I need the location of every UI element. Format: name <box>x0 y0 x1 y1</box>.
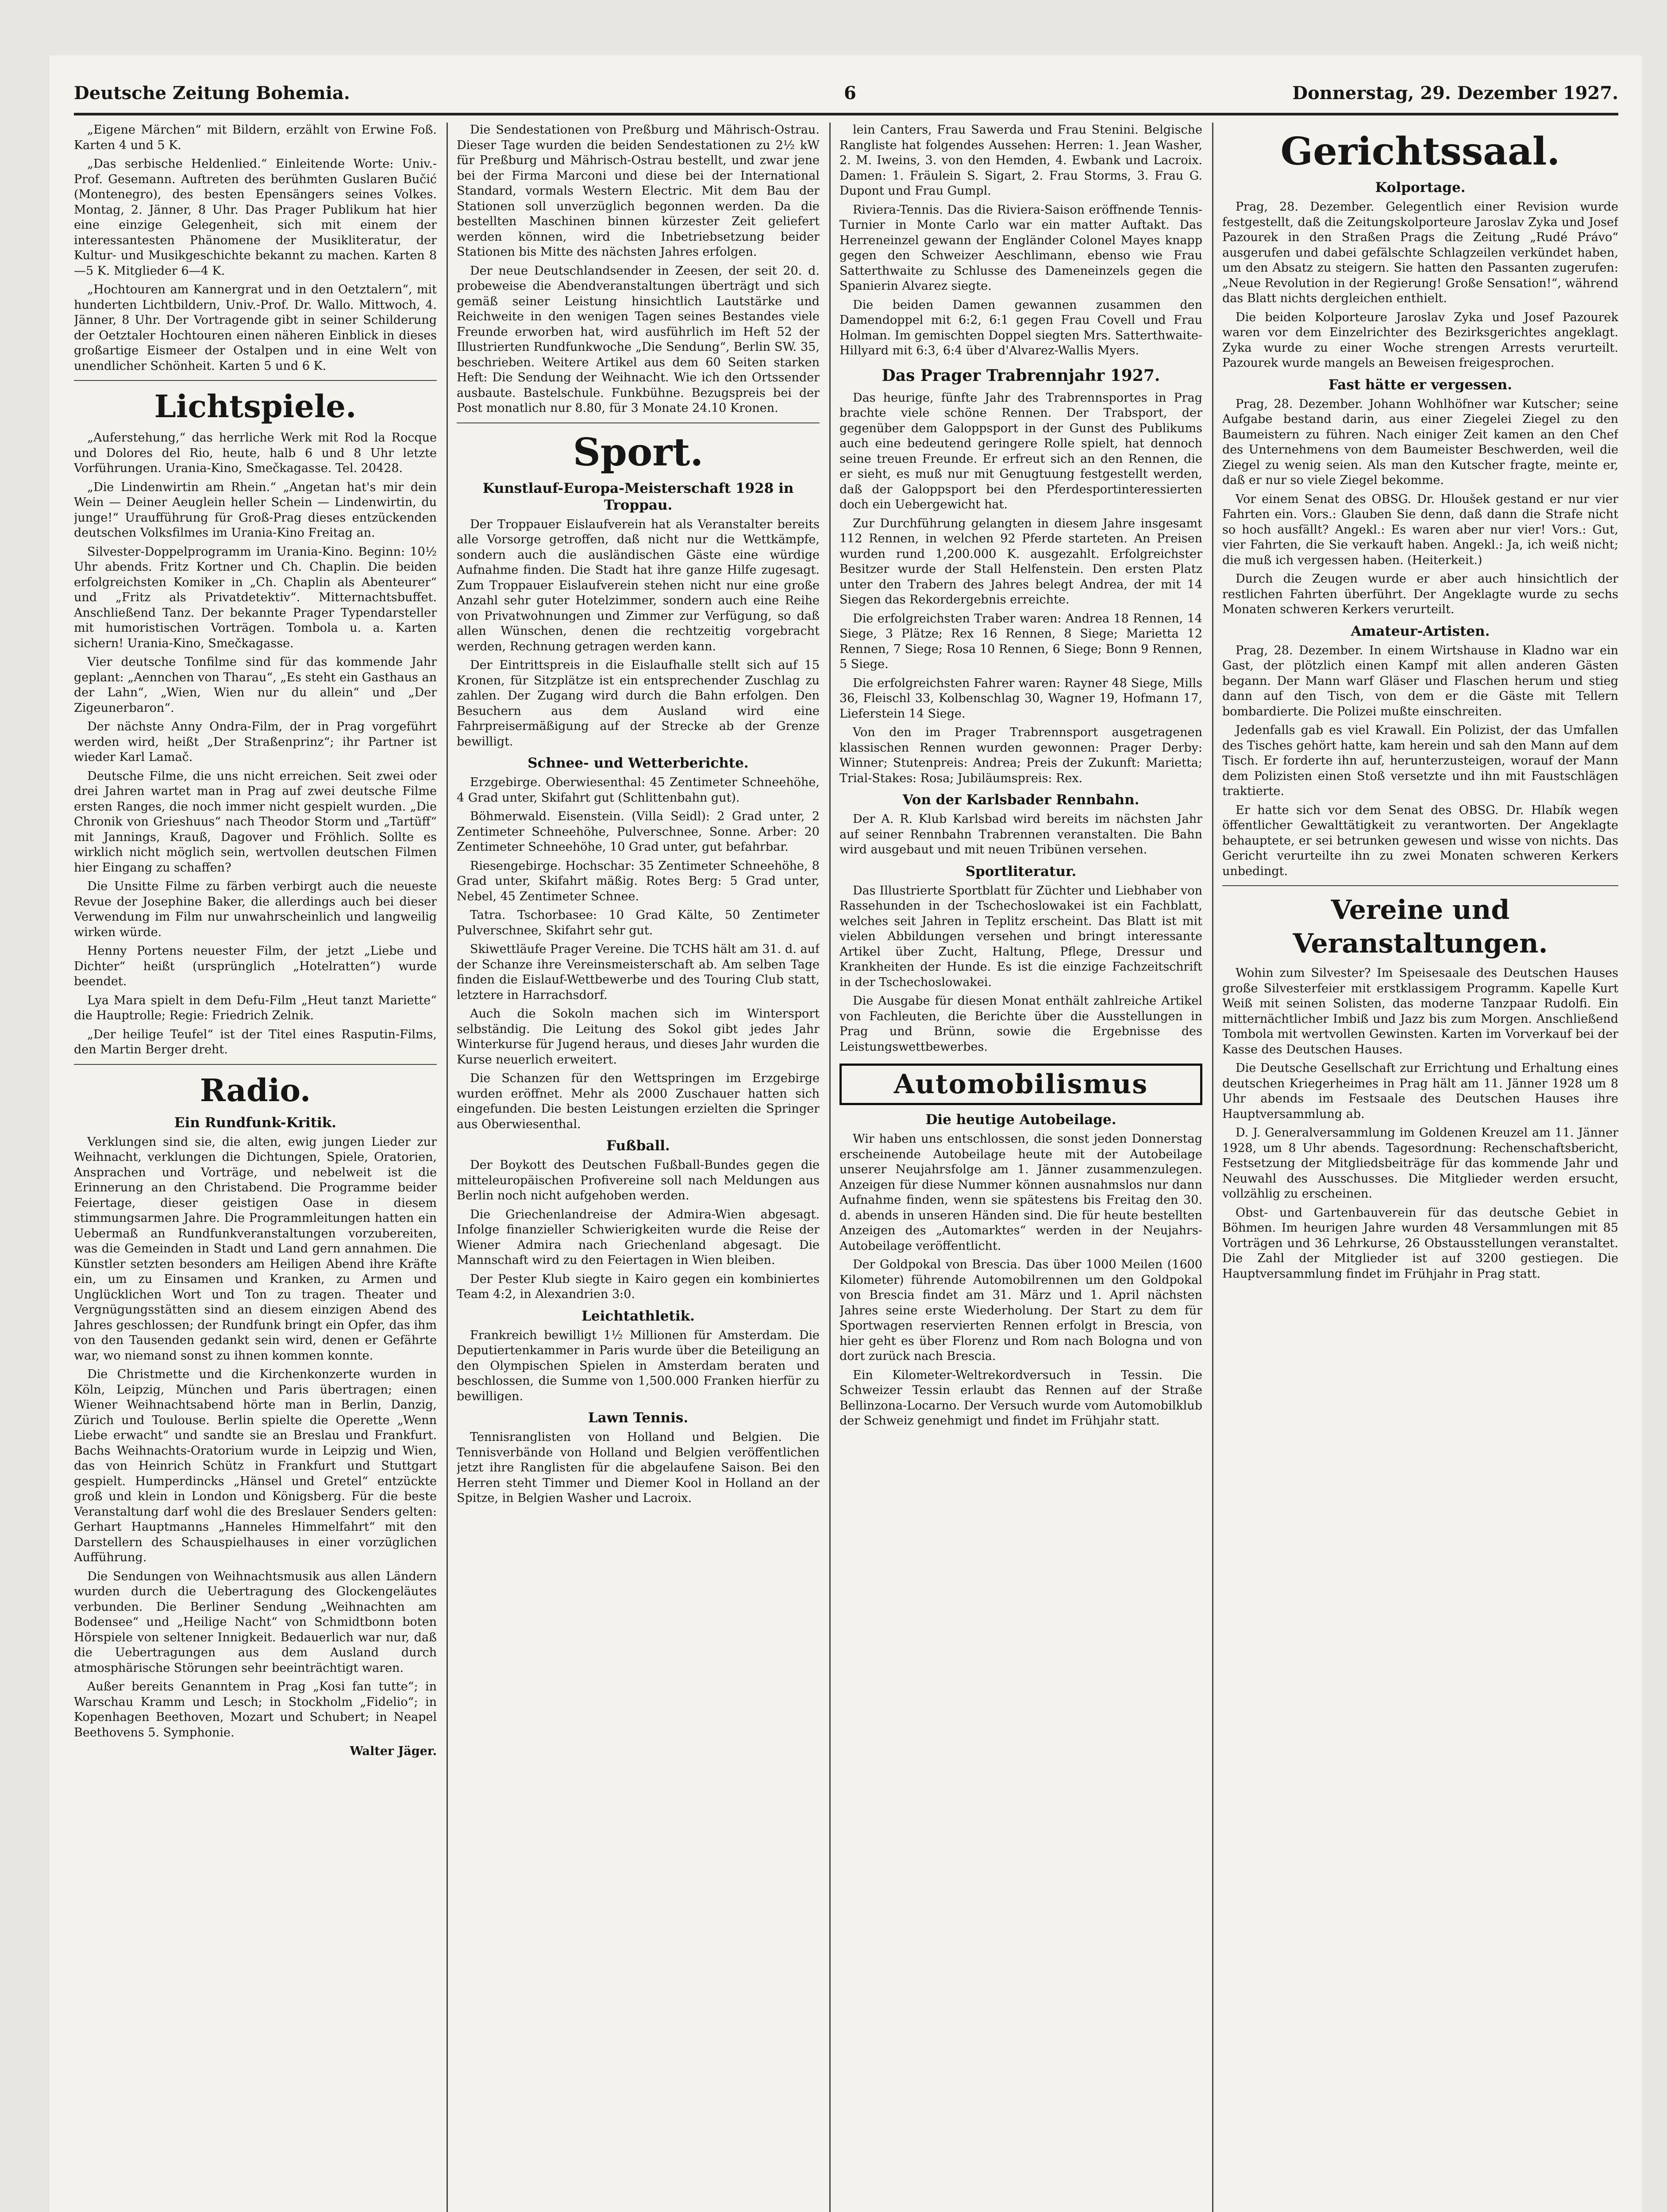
subheading: Leichtathletik. <box>581 1308 695 1324</box>
article-paragraph: Die beiden Damen gewannen zusammen den Damendoppel mit 6:2, 6:1 gegen Frau Covell und Frau Holman. Im gemischten Doppel siegten Mrs. Satterthwaite-Hillyard mit 6:3, 6:4 über d'Alvarez-Wallis Myers. <box>839 298 1202 357</box>
article-paragraph: „Die Lindenwirtin am Rhein.“ „Angetan hat's mir dein Wein — Deiner Aeuglein heller Schein — Lindenwirtin, du junge!“ Uraufführung für Groß-Prag dieses entzückenden deutschen Volksfilmes im Urania-Kino Freitag an. <box>74 480 437 540</box>
issue-date: Donnerstag, 29. Dezember 1927. <box>1292 83 1618 104</box>
article-paragraph: Der Eintrittspreis in die Eislaufhalle stellt sich auf 15 Kronen, für Sitzplätze ist ein entsprechender Zuschlag zu zahlen. Der Zugang wird durch die Bahn erfolgen. Den Besuchern aus dem Ausland wird eine Fahrpreisermäßigung auf der Strecke ab der Grenze bewilligt. <box>457 658 820 749</box>
section-divider <box>74 380 437 381</box>
article-paragraph: „Das serbische Heldenlied.“ Einleitende Worte: Univ.-Prof. Gesemann. Auftreten des berühmten Guslaren Bučić (Montenegro), des besten Epensängers seines Volkes. Montag, 2. Jänner, 8 Uhr. Das Prager Publikum hat hier eine einzige Gelegenheit, sich mit einem der interessantesten Phänomene der Musikliteratur, der Kultur- und Musikgeschichte bekannt zu machen. Karten 8—5 K. Mitglieder 6—4 K. <box>74 157 437 278</box>
subheading: Fußball. <box>606 1138 670 1154</box>
article-paragraph: Die Sendungen von Weihnachtsmusik aus allen Ländern wurden durch die Uebertragung des Glockengeläutes verbunden. Die Berliner Sendung „Weihnachten am Bodensee“ und „Heilige Nacht“ von Schmidtbonn boten Hörspiele von seltener Innigkeit. Bedauerlich war nur, daß die Uebertragungen aus dem Ausland durch atmosphärische Störungen sehr beeinträchtigt waren. <box>74 1569 437 1675</box>
article-paragraph: Wohin zum Silvester? Im Speisesaale des Deutschen Hauses große Silvesterfeier mit erstklassigem Programm. Kapelle Kurt Weiß mit seinen Solisten, das moderne Tanzpaar Rudolfi. Ein mitternächtlicher Imbiß und Jazz bis zum Morgen. Anschließend Tombola mit wertvollen Gewinsten. Karten im Vorverkauf bei der Kasse des Deutschen Hauses. <box>1222 966 1618 1056</box>
article-paragraph: „Auferstehung,“ das herrliche Werk mit Rod la Rocque und Dolores del Rio, heute, halb 6 und 8 Uhr letzte Vorführungen. Urania-Kino, Smečkagasse. Tel. 20428. <box>74 431 437 475</box>
column-4 <box>1222 123 1618 2212</box>
article-paragraph: Auch die Sokoln machen sich im Wintersport selbständig. Die Leitung des Sokol gibt jedes Jahr Winterkurse für Jugend heraus, und dieses Jahr wurden die Kurse neuerlich erweitert. <box>457 1007 820 1067</box>
article-paragraph: Böhmerwald. Eisenstein. (Villa Seidl): 2 Grad unter, 2 Zentimeter Schneehöhe, Pulverschnee, Sonne. Arber: 20 Zentimeter Schneehöhe, 10 Grad unter, gut befahrbar. <box>457 810 820 854</box>
subheading: Die heutige Autobeilage. <box>925 1112 1116 1128</box>
article-paragraph: Der nächste Anny Ondra-Film, der in Prag vorgeführt werden wird, heißt „Der Straßenprinz“; ihr Partner ist wieder Karl Lamač. <box>74 720 437 764</box>
column-3 <box>839 123 1202 2212</box>
article-paragraph: Der A. R. Klub Karlsbad wird bereits im nächsten Jahr auf seiner Rennbahn Trabrennen veranstalten. Die Bahn wird ausgebaut und mit neuen Tribünen versehen. <box>839 812 1202 856</box>
article-paragraph: Ein Kilometer-Weltrekordversuch in Tessin. Die Schweizer Tessin erlaubt das Rennen auf der Straße Bellinzona-Locarno. Der Versuch wurde vom Automobilklub der Schweiz genehmigt und findet im Frühjahr statt. <box>839 1368 1202 1428</box>
article-paragraph: Frankreich bewilligt 1½ Millionen für Amsterdam. Die Deputiertenkammer in Paris wurde über die Beteiligung an den Olympischen Spielen in Amsterdam beraten und beschlossen, die Summe von 1,500.000 Franken hierfür zu bewilligen. <box>457 1328 820 1403</box>
article-paragraph: Die Griechenlandreise der Admira-Wien abgesagt. Infolge finanzieller Schwierigkeiten wurde die Reise der Wiener Admira nach Griechenland abgesagt. Die Mannschaft wird zu den Feiertagen in Wien bleiben. <box>457 1207 820 1267</box>
subheading: Ein Rundfunk-Kritik. <box>174 1114 337 1131</box>
section-heading-gerichtssaal: Gerichtssaal. <box>1280 129 1560 174</box>
section-divider <box>1222 885 1618 886</box>
article-paragraph: Prag, 28. Dezember. Gelegentlich einer Revision wurde festgestellt, daß die Zeitungskolporteure Jaroslav Zyka und Josef Pazourek in den Straßen Prags die Zeitung „Rudé Právo“ ausgerufen und dabei gefälschte Schlagzeilen verkündet haben, um den Absatz zu steigern. Sie hatten den Passanten zugerufen: „Neue Revolution in der Regierung! Große Sensation!“, während das Blatt nichts dergleichen enthielt. <box>1222 200 1618 305</box>
article-paragraph: Skiwettläufe Prager Vereine. Die TCHS hält am 31. d. auf der Schanze ihre Vereinsmeisterschaft ab. Am selben Tage finden die Eislauf-Wettbewerbe und des Touring Club statt, letztere in Harrachsdorf. <box>457 942 820 1002</box>
column-1 <box>74 123 437 2212</box>
column-divider <box>447 123 448 2212</box>
article-paragraph: Der neue Deutschlandsender in Zeesen, der seit 20. d. probeweise die Abendveranstaltungen überträgt und sich gemäß seiner Leistung hinsichtlich Lautstärke und Reichweite in den wenigen Tagen seines Bestandes viele Freunde erworben hat, wird ausführlich im Heft 52 der Illustrierten Rundfunkwoche „Die Sendung“, Berlin SW. 35, beschrieben. Weitere Artikel aus dem 60 Seiten starken Heft: Die Sendung der Weihnacht. Wie ich den Ortssender ausbaute. Bastelschule. Funkbühne. Bezugspreis bei der Post monatlich nur 8.80, für 3 Monate 24.10 Kronen. <box>457 264 820 415</box>
article-paragraph: Wir haben uns entschlossen, die sonst jeden Donnerstag erscheinende Autobeilage heute mit der Autobeilage unserer Neujahrsfolge am 1. Jänner zusammenzulegen. Anzeigen für diese Nummer können ausnahmslos nur dann Aufnahme finden, wenn sie spätestens bis Freitag den 30. d. abends in unseren Händen sind. Die für heute bestellten Anzeigen des „Automarktes“ werden in der Neujahrs-Autobeilage veröffentlicht. <box>839 1132 1202 1253</box>
article-paragraph: Die Ausgabe für diesen Monat enthält zahlreiche Artikel von Fachleuten, die Berichte über die Ausstellungen in Prag und Brünn, sowie die Ergebnisse des Leistungswettbewerbes. <box>839 994 1202 1054</box>
section-divider <box>457 422 820 423</box>
article-paragraph: Vor einem Senat des OBSG. Dr. Hloušek gestand er nur vier Fahrten ein. Vors.: Glauben Sie denn, daß dann die Strafe nicht so hoch ausfällt? Angekl.: Es waren aber nur vier! Vors.: Gut, vier Fahrten, die Sie verkauft haben. Angekl.: Ja, ich weiß nicht; die muß ich vergessen haben. (Heiterkeit.) <box>1222 492 1618 567</box>
subheading: Amateur-Artisten. <box>1351 623 1490 639</box>
article-paragraph: Silvester-Doppelprogramm im Urania-Kino. Beginn: 10½ Uhr abends. Fritz Kortner und Ch. Chaplin. Die beiden erfolgreichsten Komiker in „Ch. Chaplin als Abenteurer“ und „Fritz als Privatdetektiv“. Mitternachtsbuffet. Anschließend Tanz. Der bekannte Prager Typendarsteller mit humoristischen Vorträgen. Tombola u. a. Karten sichern! Urania-Kino, Smečkagasse. <box>74 545 437 650</box>
article-paragraph: Der Goldpokal von Brescia. Das über 1000 Meilen (1600 Kilometer) führende Automobilrennen um den Goldpokal von Brescia findet am 31. März und 1. April nächsten Jahres seine erste Wiederholung. Der Start zu dem für Sportwagen reservierten Rennen erfolgt in Brescia, von hier geht es über Florenz und Rom nach Bologna und von dort zurück nach Brescia. <box>839 1258 1202 1363</box>
article-paragraph: Prag, 28. Dezember. In einem Wirtshause in Kladno war ein Gast, der plötzlich einen Kampf mit allen anderen Gästen begann. Der Mann warf Gläser und Flaschen herum und stieg dann auf den Tisch, von dem er die Gäste mit Tellern bombardierte. Die Polizei mußte einschreiten. <box>1222 643 1618 718</box>
subheading: Kunstlauf-Europa-Meisterschaft 1928 in Troppau. <box>482 480 794 513</box>
article-paragraph: Die erfolgreichsten Fahrer waren: Rayner 48 Siege, Mills 36, Fleischl 33, Kolbenschlag 30, Wagner 19, Hofmann 17, Lieferstein 14 Siege. <box>839 676 1202 721</box>
article-paragraph: Das Illustrierte Sportblatt für Züchter und Liebhaber von Rassehunden in der Tschechoslowakei ist ein Fachblatt, welches seit Jahren in Teplitz erscheint. Das Blatt ist mit vielen Abbildungen versehen und bringt interessante Artikel über Zucht, Haltung, Pflege, Dressur und Krankheiten der Hunde. Es ist die einzige Fachzeitschrift in der Tschechoslowakei. <box>839 883 1202 989</box>
article-paragraph: Das heurige, fünfte Jahr des Trabrennsportes in Prag brachte viele schöne Rennen. Der Trabsport, der gegenüber dem Galoppsport in der Gunst des Publikums auch eine bedeutend geringere Rolle spielt, hat dennoch seine treuen Freunde. Er erfreut sich an den Rennen, die er sieht, es muß nur mit Genugtuung festgestellt werden, daß der Galoppsport bei den Pferdesportinteressierten doch ein Uebergewicht hat. <box>839 391 1202 511</box>
subheading: Sportliteratur. <box>965 863 1077 879</box>
article-paragraph: Die erfolgreichsten Traber waren: Andrea 18 Rennen, 14 Siege, 3 Plätze; Rex 16 Rennen, 8 Siege; Marietta 12 Rennen, 7 Siege; Rosa 10 Rennen, 6 Siege; Bonn 9 Rennen, 5 Siege. <box>839 611 1202 671</box>
article-paragraph: Tennisranglisten von Holland und Belgien. Die Tennisverbände von Holland und Belgien veröffentlichen jetzt ihre Ranglisten für die abgelaufene Saison. Bei den Herren steht Timmer und Diemer Kool in Holland an der Spitze, in Belgien Washer und Lacroix. <box>457 1430 820 1505</box>
section-heading-sport: Sport. <box>573 430 704 475</box>
article-paragraph: Obst- und Gartenbauverein für das deutsche Gebiet in Böhmen. Im heurigen Jahre wurden 48 Versammlungen mit 85 Vorträgen und 36 Lehrkurse, 26 Obstausstellungen veranstaltet. Die Zahl der Mitglieder ist auf 3200 gestiegen. Die Hauptversammlung findet im Frühjahr in Prag statt. <box>1222 1206 1618 1281</box>
article-paragraph: Riviera-Tennis. Das die Riviera-Saison eröffnende Tennis-Turnier in Monte Carlo war ein matter Auftakt. Das Herreneinzel gewann der Engländer Colonel Mayes knapp gegen den Schweizer Aeschlimann, ebenso wie Frau Satterthwaite zu Schlusse des Dameneinzels gegen die Spanierin Alvarez siegte. <box>839 203 1202 293</box>
article-paragraph: Er hatte sich vor dem Senat des OBSG. Dr. Hlabík wegen öffentlicher Gewalttätigkeit zu verantworten. Der Angeklagte behauptete, er sei betrunken gewesen und wisse von nichts. Das Gericht verurteilte ihn zu zwei Monaten schweren Kerkers unbedingt. <box>1222 803 1618 878</box>
article-paragraph: Verklungen sind sie, die alten, ewig jungen Lieder zur Weihnacht, verklungen die Dichtungen, Spiele, Oratorien, Ansprachen und Vorträge, und nebelweit ist die Erinnerung an den Christabend. Die Programme beider Feiertage, dieser geistigen Oase in diesem stimmungsarmen Jahre. Die Programmleitungen hatten ein Uebermaß an Rundfunkveranstaltungen vorzubereiten, was die Gemeinden in Stadt und Land gern annahmen. Die Künstler setzten besonders am Heiligen Abend ihre Kräfte ein, um zu Einsamen und Kranken, zu Armen und Unglücklichen Wort und Ton zu tragen. Theater und Vergnügungsstätten sind an diesem einzigen Abend des Jahres geschlossen; der Rundfunk bringt ein Opfer, das ihm von den Tausenden gedankt sein wird, denen er Gefährte war, wo niemand sonst zu ihnen kommen konnte. <box>74 1135 437 1363</box>
article-paragraph: Der Boykott des Deutschen Fußball-Bundes gegen die mitteleuropäischen Profivereine soll nach Meldungen aus Berlin noch nicht aufgehoben werden. <box>457 1158 820 1202</box>
article-paragraph: Die Schanzen für den Wettspringen im Erzgebirge wurden eröffnet. Mehr als 2000 Zuschauer hatten sich eingefunden. Die besten Leistungen erzielten die Springer aus Oberwiesenthal. <box>457 1071 820 1131</box>
header-rule <box>74 113 1618 115</box>
article-paragraph: Außer bereits Genanntem in Prag „Kosi fan tutte“; in Warschau Kramm und Lesch; in Stockholm „Fidelio“; in Kopenhagen Beethoven, Mozart und Schubert; in Neapel Beethovens 5. Symphonie. <box>74 1680 437 1740</box>
article-paragraph: Deutsche Filme, die uns nicht erreichen. Seit zwei oder drei Jahren wartet man in Prag auf zwei deutsche Filme ersten Ranges, die noch immer nicht gespielt wurden. „Die Chronik von Grieshuus“ nach Theodor Storm und „Tartüff“ mit Jannings, Krauß, Dagover und Fröhlich. Sollte es wirklich nicht möglich sein, wertvollen deutschen Filmen hier Eingang zu schaffen? <box>74 769 437 875</box>
article-paragraph: Henny Portens neuester Film, der jetzt „Liebe und Dichter“ heißt (ursprünglich „Hotelratten“) wurde beendet. <box>74 944 437 988</box>
article-paragraph: Die Christmette und die Kirchenkonzerte wurden in Köln, Leipzig, München und Paris übertragen; einen Wiener Weihnachtsabend hörte man in Berlin, Danzig, Zürich und Toulouse. Berlin spielte die Operette „Wenn Liebe erwacht“ und sandte sie an Breslau und Frankfurt. Bachs Weihnachts-Oratorium wurde in Leipzig und Wien, das von Heinrich Schütz in Frankfurt und Stuttgart gespielt. Humperdincks „Hänsel und Gretel“ entzückte groß und klein in London und Königsberg. Für die beste Veranstaltung darf wohl die des Breslauer Senders gelten: Gerhart Hauptmanns „Hanneles Himmelfahrt“ mit den Darstellern des Schauspielhauses in einer vorzüglichen Aufführung. <box>74 1367 437 1564</box>
article-paragraph: Von den im Prager Trabrennsport ausgetragenen klassischen Rennen wurden gewonnen: Prager Derby: Winner; Stutenpreis: Andrea; Preis der Zukunft: Marietta; Trial-Stakes: Rosa; Jubiläumspreis: Rex. <box>839 726 1202 785</box>
section-divider <box>74 1064 437 1065</box>
article-paragraph: Lya Mara spielt in dem Defu-Film „Heut tanzt Mariette“ die Hauptrolle; Regie: Friedrich Zelnik. <box>74 993 437 1022</box>
subheading: Kolportage. <box>1375 180 1466 196</box>
subheading: Lawn Tennis. <box>588 1410 689 1426</box>
article-paragraph: „Der heilige Teufel“ ist der Titel eines Rasputin-Films, den Martin Berger dreht. <box>74 1027 437 1056</box>
subheading: Von der Karlsbader Rennbahn. <box>902 792 1140 808</box>
section-heading-vereine: Vereine und Veranstaltungen. <box>1293 895 1548 959</box>
page-number: 6 <box>844 83 856 104</box>
section-heading-radio: Radio. <box>200 1071 311 1109</box>
author-signature: Walter Jäger. <box>350 1744 437 1758</box>
newspaper-name: Deutsche Zeitung Bohemia. <box>74 83 350 104</box>
column-divider <box>1212 123 1213 2212</box>
column-divider <box>829 123 831 2212</box>
subheading: Schnee- und Wetterberichte. <box>527 755 749 771</box>
page-header <box>74 83 1618 114</box>
article-paragraph: Die Deutsche Gesellschaft zur Errichtung und Erhaltung eines deutschen Kriegerheimes in Prag hält am 11. Jänner 1928 um 8 Uhr abends im Festsaale des Deutschen Hauses ihre Hauptversammlung ab. <box>1222 1061 1618 1121</box>
article-paragraph: Prag, 28. Dezember. Johann Wohlhöfner war Kutscher; seine Aufgabe bestand darin, aus einer Ziegelei Ziegel zu den Baumeistern zu führen. Nach einiger Zeit kamen an den Chef des Unternehmens von dem Baumeister Beschwerden, weil die Ziegel zu wenig seien. Als man den Kutscher fragte, meinte er, daß er nur so viele Ziegel bekomme. <box>1222 397 1618 487</box>
article-paragraph: Tatra. Tschorbasee: 10 Grad Kälte, 50 Zentimeter Pulverschnee, Skifahrt sehr gut. <box>457 908 820 937</box>
article-paragraph: lein Canters, Frau Sawerda und Frau Stenini. Belgische Rangliste hat folgendes Aussehen: Herren: 1. Jean Washer, 2. M. Iweins, 3. von den Hemden, 4. Ewbank und Lacroix. Damen: 1. Fräulein S. Sigart, 2. Frau Storms, 3. Frau G. Dupont und Frau Gumpl. <box>839 123 1202 198</box>
column-2 <box>457 123 820 2212</box>
newspaper-page <box>50 55 1642 2212</box>
article-paragraph: Vier deutsche Tonfilme sind für das kommende Jahr geplant: „Aennchen von Tharau“, „Es steht ein Gasthaus an der Lahn“, „Wien, Wien nur du allein“ und „Der Zigeunerbaron“. <box>74 655 437 715</box>
article-paragraph: Zur Durchführung gelangten in diesem Jahre insgesamt 112 Rennen, in welchen 92 Pferde starteten. An Preisen wurden rund 1,200.000 K. ausgezahlt. Erfolgreichster Besitzer wurde der Stall Helfenstein. Den ersten Platz unter den Trabern des Jahres belegt Andrea, der mit 14 Siegen das Rekordergebnis erreichte. <box>839 516 1202 607</box>
article-paragraph: Die Sendestationen von Preßburg und Mährisch-Ostrau. Dieser Tage wurden die beiden Sendestationen zu 2½ kW für Preßburg und Mährisch-Ostrau bestellt, und zwar jene bei der Firma Marconi und diese bei der International Standard, vormals Western Electric. Mit dem Bau der Stationen soll unverzüglich begonnen werden. Da die bestellten Maschinen binnen kürzester Zeit geliefert werden können, wird die Inbetriebsetzung beider Stationen bis Mitte des nächsten Jahres erfolgen. <box>457 123 820 259</box>
article-heading: Das Prager Trabrennjahr 1927. <box>882 366 1160 385</box>
article-paragraph: Erzgebirge. Oberwiesenthal: 45 Zentimeter Schneehöhe, 4 Grad unter, Skifahrt gut (Schlittenbahn gut). <box>457 776 820 805</box>
subheading: Fast hätte er vergessen. <box>1328 376 1513 393</box>
article-paragraph: Der Pester Klub siegte in Kairo gegen ein kombiniertes Team 4:2, in Alexandrien 3:0. <box>457 1272 820 1301</box>
article-paragraph: „Eigene Märchen“ mit Bildern, erzählt von Erwine Foß. Karten 4 und 5 K. <box>74 123 437 152</box>
article-paragraph: Die beiden Kolporteure Jaroslav Zyka und Josef Pazourek waren vor dem Einzelrichter des Bezirksgerichtes angeklagt. Zyka wurde zu einer Woche strengen Arrests verurteilt. Pazourek wurde mangels an Beweisen freigesprochen. <box>1222 310 1618 370</box>
section-heading-automobilismus: Automobilismus <box>839 1064 1202 1105</box>
article-paragraph: Durch die Zeugen wurde er aber auch hinsichtlich der restlichen Fahrten überführt. Der Angeklagte wurde zu sechs Monaten schweren Kerkers verurteilt. <box>1222 572 1618 616</box>
section-heading-lichtspiele: Lichtspiele. <box>154 388 357 425</box>
article-paragraph: Riesengebirge. Hochschar: 35 Zentimeter Schneehöhe, 8 Grad unter, Skifahrt mäßig. Rotes Berg: 5 Grad unter, Nebel, 45 Zentimeter Schnee. <box>457 859 820 903</box>
article-paragraph: D. J. Generalversammlung im Goldenen Kreuzel am 11. Jänner 1928, um 8 Uhr abends. Tagesordnung: Rechenschaftsbericht, Festsetzung der Mitgliedsbeiträge für das kommende Jahr und Neuwahl des Ausschusses. Die Mitglieder werden ersucht, vollzählig zu erscheinen. <box>1222 1126 1618 1201</box>
article-paragraph: Der Troppauer Eislaufverein hat als Veranstalter bereits alle Vorsorge getroffen, daß nicht nur die Wettkämpfe, sondern auch die ausländischen Gäste eine würdige Aufnahme finden. Die Stadt hat ihre ganze Hilfe zugesagt. Zum Troppauer Eislaufverein stehen nicht nur eine große Anzahl sehr guter Hotelzimmer, sondern auch eine Reihe von Privatwohnungen und Zimmer zur Verfügung, so daß allen Wünschen, denen die rechtzeitig vorgebracht werden, Rechnung getragen werden kann. <box>457 517 820 653</box>
article-paragraph: Jedenfalls gab es viel Krawall. Ein Polizist, der das Umfallen des Tisches gehört hatte, kam herein und sah den Mann auf dem Tisch. Er forderte ihn auf, herunterzusteigen, worauf der Mann dem Polizisten einen Stoß versetzte und ihn mit Faustschlägen traktierte. <box>1222 723 1618 798</box>
article-paragraph: „Hochtouren am Kannergrat und in den Oetztalern“, mit hunderten Lichtbildern, Univ.-Prof. Dr. Wallo. Mittwoch, 4. Jänner, 8 Uhr. Der Vortragende gibt in seiner Schilderung der Oetztaler Hochtouren einen näheren Einblick in dieses großartige Eismeer der Ostalpen und in eine Welt von unendlicher Schönheit. Karten 5 und 6 K. <box>74 283 437 373</box>
article-paragraph: Die Unsitte Filme zu färben verbirgt auch die neueste Revue der Josephine Baker, die allerdings auch bei dieser Verwendung im Film nur unwahrscheinlich und langweilig wirken würde. <box>74 879 437 939</box>
